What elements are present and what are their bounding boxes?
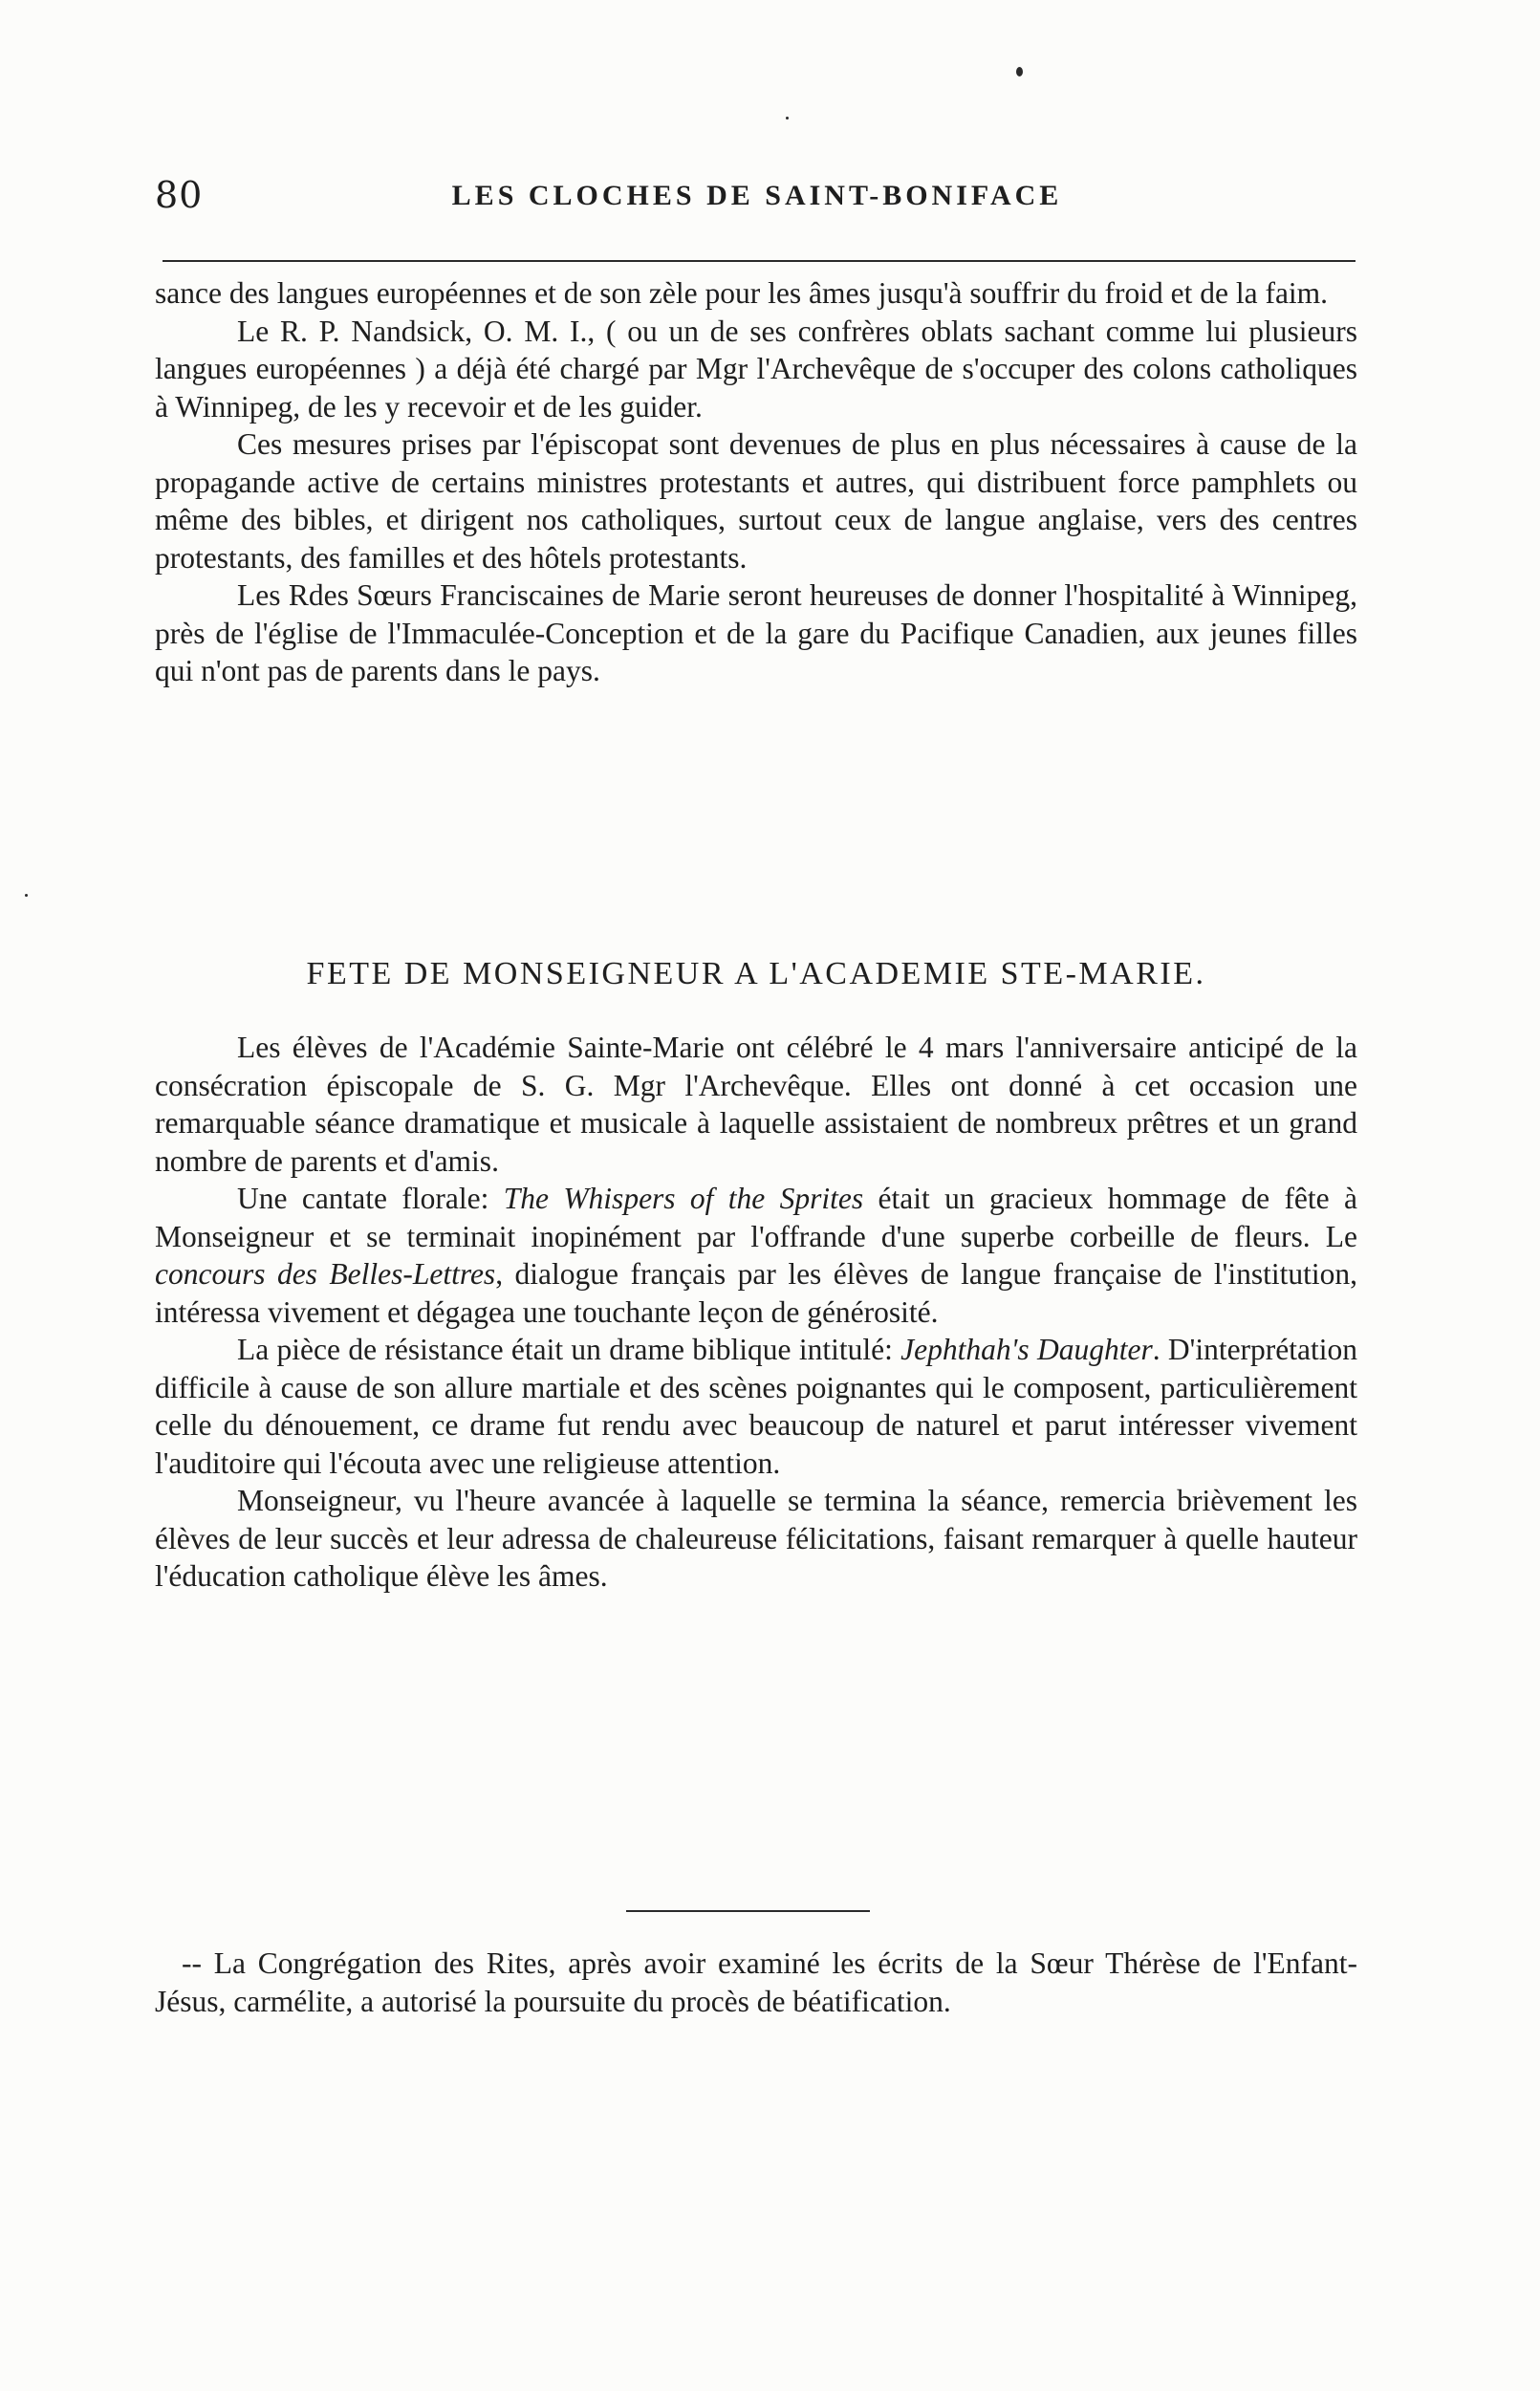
work-title-whispers: The Whispers of the Sprites [503,1182,864,1215]
paragraph-congregation: -- La Congrégation des Rites, après avoir examiné les écrits de la Sœur Thérèse de l'Enfant-Jésus, carmélite, a autorisé la poursuite du procès de béatification. [155,1946,1357,2018]
text-run: était un gracieux hommage de fête à Monseigneur et se terminait inopinément par l'offrande d'une superbe corbeille de fleurs. Le [155,1182,1357,1253]
separator-rule [626,1910,870,1912]
page-number: 80 [155,174,204,216]
work-title-jephthah: Jephthah's Daughter [900,1333,1153,1366]
paragraph-monseigneur: Monseigneur, vu l'heure avancée à laquelle se termina la séance, remercia brièvement les élèves de leur succès et leur adressa de chaleureuse félicitations, faisant remarquer à quelle hauteur l'éducation catholique élève les âmes. [155,1484,1357,1593]
paragraph-continuation: sance des langues européennes et de son zèle pour les âmes jusqu'à souffrir du froid et de la faim. [155,276,1329,310]
note-text-block [155,1945,1357,2020]
paragraph-episcopat: Ces mesures prises par l'épiscopat sont devenues de plus en plus nécessaires à cause de la propagande active de certains ministres protestants et autres, qui distribuent force pamphlets ou même des bibles, et dirigent nos catholiques, surtout ceux de langue anglaise, vers des centres protestants, des familles et des hôtels protestants. [155,427,1357,575]
work-title-concours: concours des Belles-Lettres [155,1257,496,1291]
header-rule [163,260,1356,262]
section-heading: FETE DE MONSEIGNEUR A L'ACADEMIE STE-MARIE. [306,956,1206,991]
top-text-block [155,274,1357,690]
running-title: LES CLOCHES DE SAINT-BONIFACE [451,180,1063,211]
article-text-block [155,1029,1357,1596]
text-run: . D'interprétation difficile à cause de son allure martiale et des scènes poignantes qui le composent, particulièrement celle du dénouement, ce drame fut rendu avec beaucoup de naturel et parut intéresser vivement l'auditoire qui l'écouta avec une religieuse attention. [155,1333,1358,1480]
paragraph-eleves: Les élèves de l'Académie Sainte-Marie ont célébré le 4 mars l'anniversaire anticipé de la consécration épiscopale de S. G. Mgr l'Archevêque. Elles ont donné à cet occasion une remarquable séance dramatique et musicale à laquelle assistaient de nombreux prêtres et un grand nombre de parents et d'amis. [155,1031,1357,1178]
ink-speck [25,894,28,897]
paragraph-cantate [155,1180,1357,1331]
text-run: Une cantate florale: [237,1182,504,1215]
ink-speck [786,117,789,120]
paragraph-franciscaines: Les Rdes Sœurs Franciscaines de Marie seront heureuses de donner l'hospitalité à Winnipeg, près de l'église de l'Immaculée-Conception et de la gare du Pacifique Canadien, aux jeunes filles qui n'ont pas de parents dans le pays. [155,578,1357,687]
paragraph-drame [155,1331,1357,1482]
ink-speck [1016,67,1023,76]
text-run: , dialogue français par les élèves de langue française de l'institution, intéressa vivement et dégagea une touchante leçon de générosité. [155,1257,1357,1329]
text-run: La pièce de résistance était un drame biblique intitulé: [237,1333,901,1366]
paragraph-nandsick: Le R. P. Nandsick, O. M. I., ( ou un de ses confrères oblats sachant comme lui plusieurs langues européennes ) a déjà été chargé par Mgr l'Archevêque de s'occuper des colons catholiques à Winnipeg, de les y recevoir et de les guider. [155,314,1357,424]
page-header [155,174,1359,231]
